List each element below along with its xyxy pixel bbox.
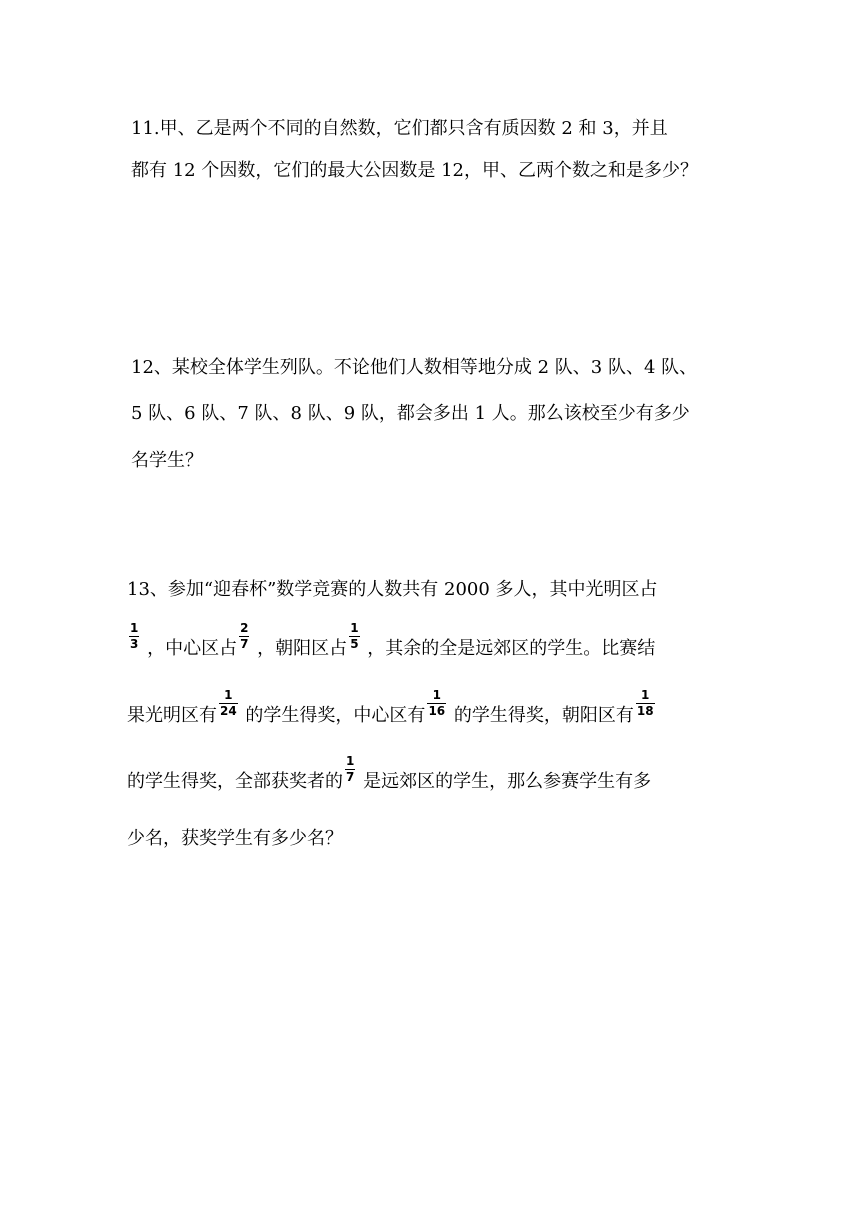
problem-12-line-1: 12、某校全体学生列队。不论他们人数相等地分成 2 队、3 队、4 队、 bbox=[131, 357, 698, 378]
fraction-numerator: 1 bbox=[224, 688, 233, 702]
problem-13-line-4 bbox=[127, 755, 651, 795]
fraction-denominator: 16 bbox=[428, 704, 446, 718]
problem-11-line-1: 11.甲、乙是两个不同的自然数，它们都只含有质因数 2 和 3，并且 bbox=[131, 118, 668, 139]
fraction-numerator: 1 bbox=[350, 621, 359, 635]
fraction bbox=[427, 689, 446, 718]
fraction-denominator: 5 bbox=[350, 637, 359, 651]
problem-13-line-1: 13、参加“迎春杯”数学竞赛的人数共有 2000 多人，其中光明区占 bbox=[127, 579, 658, 600]
fraction-denominator: 7 bbox=[346, 770, 355, 784]
fraction bbox=[219, 689, 238, 718]
fraction-denominator: 24 bbox=[220, 704, 237, 718]
text-segment: ，中心区占 bbox=[141, 638, 238, 659]
problem-12-line-2: 5 队、6 队、7 队、8 队、9 队，都会多出 1 人。那么该校至少有多少 bbox=[131, 403, 690, 424]
fraction-denominator: 7 bbox=[240, 637, 249, 651]
text-segment: ，其余的全是远郊区的学生。比赛结 bbox=[361, 638, 656, 659]
fraction-numerator: 1 bbox=[130, 621, 139, 635]
fraction-denominator: 3 bbox=[130, 637, 139, 651]
problem-12-line-3: 名学生？ bbox=[131, 450, 203, 471]
fraction bbox=[129, 622, 139, 651]
text-segment: 的学生得奖，朝阳区有 bbox=[448, 705, 634, 726]
problem-13-line-3 bbox=[127, 689, 657, 729]
fraction bbox=[239, 622, 249, 651]
text-segment: 是远郊区的学生，那么参赛学生有多 bbox=[357, 771, 652, 792]
text-segment: 的学生得奖，全部获奖者的 bbox=[127, 771, 343, 792]
fraction-numerator: 1 bbox=[346, 754, 355, 768]
fraction-numerator: 1 bbox=[641, 688, 650, 702]
problem-13-line-2 bbox=[127, 622, 655, 662]
fraction bbox=[345, 755, 355, 784]
problem-11-line-2: 都有 12 个因数，它们的最大公因数是 12，甲、乙两个数之和是多少？ bbox=[131, 160, 698, 181]
fraction bbox=[349, 622, 359, 651]
text-segment: 的学生得奖，中心区有 bbox=[239, 705, 426, 726]
fraction bbox=[636, 689, 655, 718]
fraction-numerator: 2 bbox=[240, 621, 249, 635]
text-segment: 果光明区有 bbox=[127, 705, 217, 726]
text-segment: ，朝阳区占 bbox=[251, 638, 348, 659]
fraction-numerator: 1 bbox=[432, 688, 441, 702]
problem-13-line-5: 少名，获奖学生有多少名？ bbox=[127, 828, 343, 849]
fraction-denominator: 18 bbox=[636, 704, 654, 718]
